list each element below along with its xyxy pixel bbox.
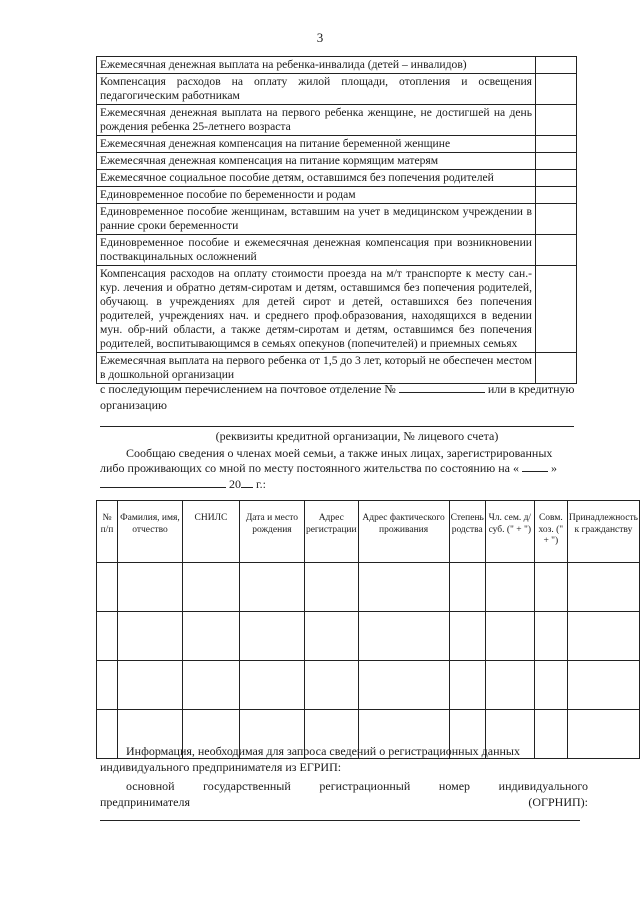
benefit-row — [97, 204, 577, 235]
benefit-row — [97, 170, 577, 187]
benefit-label: Единовременное пособие и ежемесячная денежная компенсация при возникновении поствакцинальных осложнений — [97, 235, 536, 266]
year-suffix: г.: — [256, 477, 266, 491]
family-cell[interactable] — [534, 710, 567, 759]
date-field[interactable] — [100, 487, 226, 488]
family-cell[interactable] — [358, 612, 449, 661]
benefit-checkbox-cell[interactable] — [536, 187, 577, 204]
benefit-checkbox-cell[interactable] — [536, 136, 577, 153]
family-cell[interactable] — [567, 563, 639, 612]
family-cell[interactable] — [304, 612, 358, 661]
benefit-row — [97, 353, 577, 384]
family-cell[interactable] — [485, 661, 534, 710]
family-row — [97, 563, 640, 612]
benefit-row — [97, 266, 577, 353]
ogrnip-field[interactable] — [100, 820, 580, 821]
benefit-checkbox-cell[interactable] — [536, 266, 577, 353]
family-cell[interactable] — [534, 661, 567, 710]
family-cell[interactable] — [117, 612, 182, 661]
benefit-row — [97, 105, 577, 136]
requisites-caption: (реквизиты кредитной организации, № лицевого счета) — [215, 429, 499, 443]
family-column-header: Принадлежность к гражданству — [567, 501, 639, 563]
family-cell[interactable] — [534, 563, 567, 612]
family-column-header: Адрес фактического проживания — [358, 501, 449, 563]
family-row — [97, 661, 640, 710]
family-column-header: Дата и место рождения — [239, 501, 304, 563]
family-cell[interactable] — [239, 563, 304, 612]
family-column-header: Адрес регистрации — [304, 501, 358, 563]
year-field[interactable] — [241, 487, 253, 488]
egrip-line-4 — [100, 795, 588, 809]
family-cell[interactable] — [182, 661, 239, 710]
benefit-label: Ежемесячная денежная выплата на ребенка-инвалида (детей – инвалидов) — [97, 57, 536, 74]
benefit-row — [97, 74, 577, 105]
benefit-label: Единовременное пособие по беременности и родам — [97, 187, 536, 204]
family-intro-line-3 — [100, 477, 266, 491]
benefit-checkbox-cell[interactable] — [536, 353, 577, 384]
benefit-label: Ежемесячное социальное пособие детям, оставшимся без попечения родителей — [97, 170, 536, 187]
benefit-checkbox-cell[interactable] — [536, 170, 577, 187]
benefit-label: Единовременное пособие женщинам, вставшим на учет в медицинском учреждении в ранние сроки беременности — [97, 204, 536, 235]
family-column-header: Совм. хоз. (" + ") — [534, 501, 567, 563]
benefit-label: Ежемесячная денежная выплата на первого ребенка женщине, не достигшей на день рождения ребенка 25-летнего возраста — [97, 105, 536, 136]
quote-close: » — [550, 461, 557, 475]
benefit-label: Компенсация расходов на оплату жилой площади, отопления и освещения педагогическим работникам — [97, 74, 536, 105]
family-cell[interactable] — [567, 710, 639, 759]
benefit-checkbox-cell[interactable] — [536, 74, 577, 105]
family-column-header: Фамилия, имя, отчество — [117, 501, 182, 563]
family-cell[interactable] — [485, 563, 534, 612]
family-cell[interactable] — [485, 612, 534, 661]
benefit-label: Компенсация расходов на оплату стоимости проезда на м/т транспорте к месту сан.-кур. лечения и обратно детям-сиротам и детям, оставшимся без попечения родителей, обучающ. в учреждениях для детей сирот и детей, оставшихся без попечения родителей, учреждениях нач. и среднего проф.образования, находящихся в ведении мун. обр-ний области, а также детям-сиротам и детям, оставшимся без попечения родителей, воспитывающимся в семьях опекунов (попечителей) и приемных семьях — [97, 266, 536, 353]
family-column-header: Чл. сем. д/суб. (" + ") — [485, 501, 534, 563]
quote-open: « — [512, 461, 519, 475]
family-cell[interactable] — [449, 612, 485, 661]
benefit-checkbox-cell[interactable] — [536, 105, 577, 136]
family-cell[interactable] — [567, 612, 639, 661]
family-cell[interactable] — [97, 563, 118, 612]
egrip-line-1: Информация, необходимая для запроса сведений о регистрационных данных — [126, 744, 520, 758]
benefit-checkbox-cell[interactable] — [536, 57, 577, 74]
date-day-month-field[interactable] — [522, 471, 548, 472]
family-row — [97, 612, 640, 661]
benefit-row — [97, 153, 577, 170]
family-intro-text: либо проживающих со мной по месту постоянного жительства по состоянию на — [100, 461, 510, 475]
requisites-field[interactable] — [100, 426, 574, 427]
family-cell[interactable] — [117, 661, 182, 710]
family-cell[interactable] — [449, 661, 485, 710]
family-cell[interactable] — [97, 612, 118, 661]
benefit-row — [97, 136, 577, 153]
benefit-label: Ежемесячная выплата на первого ребенка от 1,5 до 3 лет, который не обеспечен местом в дошкольной организации — [97, 353, 536, 384]
family-cell[interactable] — [304, 563, 358, 612]
egrip-ogrnip-label: (ОГРНИП): — [528, 795, 588, 809]
benefit-label: Ежемесячная денежная компенсация на питание беременной женщине — [97, 136, 536, 153]
family-cell[interactable] — [182, 612, 239, 661]
family-intro-line-2 — [100, 461, 590, 475]
transfer-line-1 — [100, 382, 580, 396]
benefit-row — [97, 187, 577, 204]
family-cell[interactable] — [97, 710, 118, 759]
transfer-text-end: или в кредитную — [487, 382, 575, 396]
benefits-table — [96, 56, 577, 384]
post-office-number-field[interactable] — [399, 392, 485, 393]
benefit-label: Ежемесячная денежная компенсация на питание кормящим матерям — [97, 153, 536, 170]
page-number: 3 — [316, 30, 324, 45]
family-cell[interactable] — [534, 612, 567, 661]
egrip-line-3: основной государственный регистрационный номер индивидуального — [126, 779, 588, 793]
benefit-row — [97, 235, 577, 266]
egrip-text: предпринимателя — [100, 795, 190, 809]
family-cell[interactable] — [117, 563, 182, 612]
benefit-checkbox-cell[interactable] — [536, 153, 577, 170]
family-cell[interactable] — [358, 661, 449, 710]
family-column-header: Степень родства — [449, 501, 485, 563]
family-cell[interactable] — [449, 563, 485, 612]
year-prefix: 20 — [229, 477, 241, 491]
family-cell[interactable] — [304, 661, 358, 710]
benefit-row — [97, 57, 577, 74]
benefit-checkbox-cell[interactable] — [536, 204, 577, 235]
family-cell[interactable] — [567, 661, 639, 710]
transfer-line-2: организацию — [100, 398, 167, 412]
transfer-text: с последующим перечислением на почтовое отделение № — [100, 382, 396, 396]
family-column-header: СНИЛС — [182, 501, 239, 563]
family-cell[interactable] — [239, 661, 304, 710]
egrip-line-2: индивидуального предпринимателя из ЕГРИП: — [100, 760, 342, 774]
family-intro-line-1: Сообщаю сведения о членах моей семьи, а также иных лицах, зарегистрированных — [126, 446, 553, 460]
family-members-table — [96, 500, 640, 759]
family-cell[interactable] — [97, 661, 118, 710]
family-cell[interactable] — [239, 612, 304, 661]
family-cell[interactable] — [182, 563, 239, 612]
benefit-checkbox-cell[interactable] — [536, 235, 577, 266]
family-cell[interactable] — [358, 563, 449, 612]
family-column-header: № п/п — [97, 501, 118, 563]
